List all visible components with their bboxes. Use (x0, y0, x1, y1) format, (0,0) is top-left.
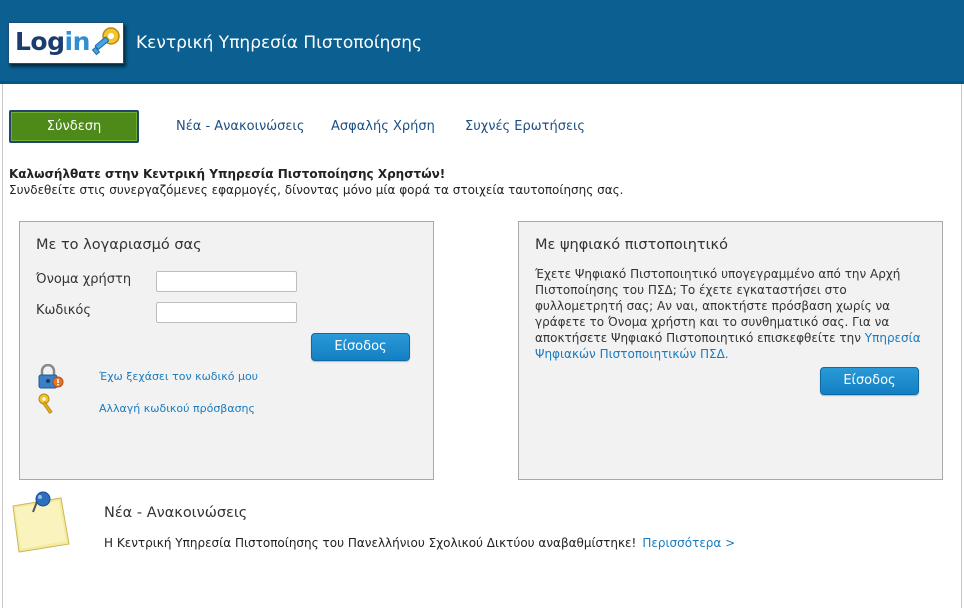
certificate-login-button[interactable]: Είσοδος (820, 367, 919, 395)
key-icon (91, 26, 123, 60)
account-panel-title: Με το λογαριασμό σας (36, 237, 202, 253)
site-logo[interactable] (8, 22, 124, 64)
logo-text: Login (15, 27, 90, 56)
site-title: Κεντρική Υπηρεσία Πιστοποίησης (136, 33, 422, 53)
news-more-link[interactable]: Περισσότερα > (642, 536, 736, 550)
tab-faq[interactable]: Συχνές Ερωτήσεις (465, 119, 586, 134)
certificate-service-link[interactable]: Υπηρεσία Ψηφιακών Πιστοποιητικών ΠΣΔ. (535, 331, 921, 361)
certificate-login-panel (518, 221, 943, 480)
account-login-panel (19, 221, 434, 480)
sticky-note-pin-icon (9, 490, 75, 556)
certificate-panel-title: Με ψηφιακό πιστοποιητικό (535, 237, 728, 253)
username-label: Όνομα χρήστη (36, 272, 132, 287)
password-input[interactable] (156, 302, 297, 323)
header-bar (0, 0, 964, 84)
username-input[interactable] (156, 271, 297, 292)
key-icon (36, 392, 60, 416)
certificate-description: Έχετε Ψηφιακό Πιστοποιητικό υπογεγραμμένο από την Αρχή Πιστοποίησης του ΠΣΔ; Το έχετε εγκαταστήσει στο φυλλομετρητή σας; Αν ναι, αποκτήστε πρόσβαση χωρίς να γράφετε το Όνομα χρήστη και το συνθηματικό σας. Για να αποκτήσετε Ψηφιακό Πιστοποιητικό επισκεφθείτε την Υπηρεσία Ψηφιακών Πιστοποιητικών ΠΣΔ. (535, 267, 921, 361)
lock-icon (36, 364, 64, 390)
tab-news[interactable]: Νέα - Ανακοινώσεις (176, 119, 305, 134)
welcome-text: Συνδεθείτε στις συνεργαζόμενες εφαρμογές, δίνοντας μόνο μία φορά τα στοιχεία ταυτοποίησης σας. (9, 183, 624, 197)
news-section-title: Νέα - Ανακοινώσεις (104, 505, 248, 521)
tab-login[interactable]: Σύνδεση (9, 110, 139, 143)
news-item: Η Κεντρική Υπηρεσία Πιστοποίησης του Πανελλήνιου Σχολικού Δικτύου αναβαθμίστηκε! Περισσότερα > (104, 536, 736, 550)
tab-safe-use[interactable]: Ασφαλής Χρήση (331, 119, 435, 134)
account-login-button[interactable]: Είσοδος (311, 333, 410, 361)
password-label: Κωδικός (36, 303, 92, 318)
change-password-link[interactable]: Αλλαγή κωδικού πρόσβασης (99, 402, 255, 415)
welcome-title: Καλωσήλθατε στην Κεντρική Υπηρεσία Πιστοποίησης Χρηστών! (9, 167, 446, 181)
forgot-password-link[interactable]: Έχω ξεχάσει τον κωδικό μου (99, 370, 259, 383)
